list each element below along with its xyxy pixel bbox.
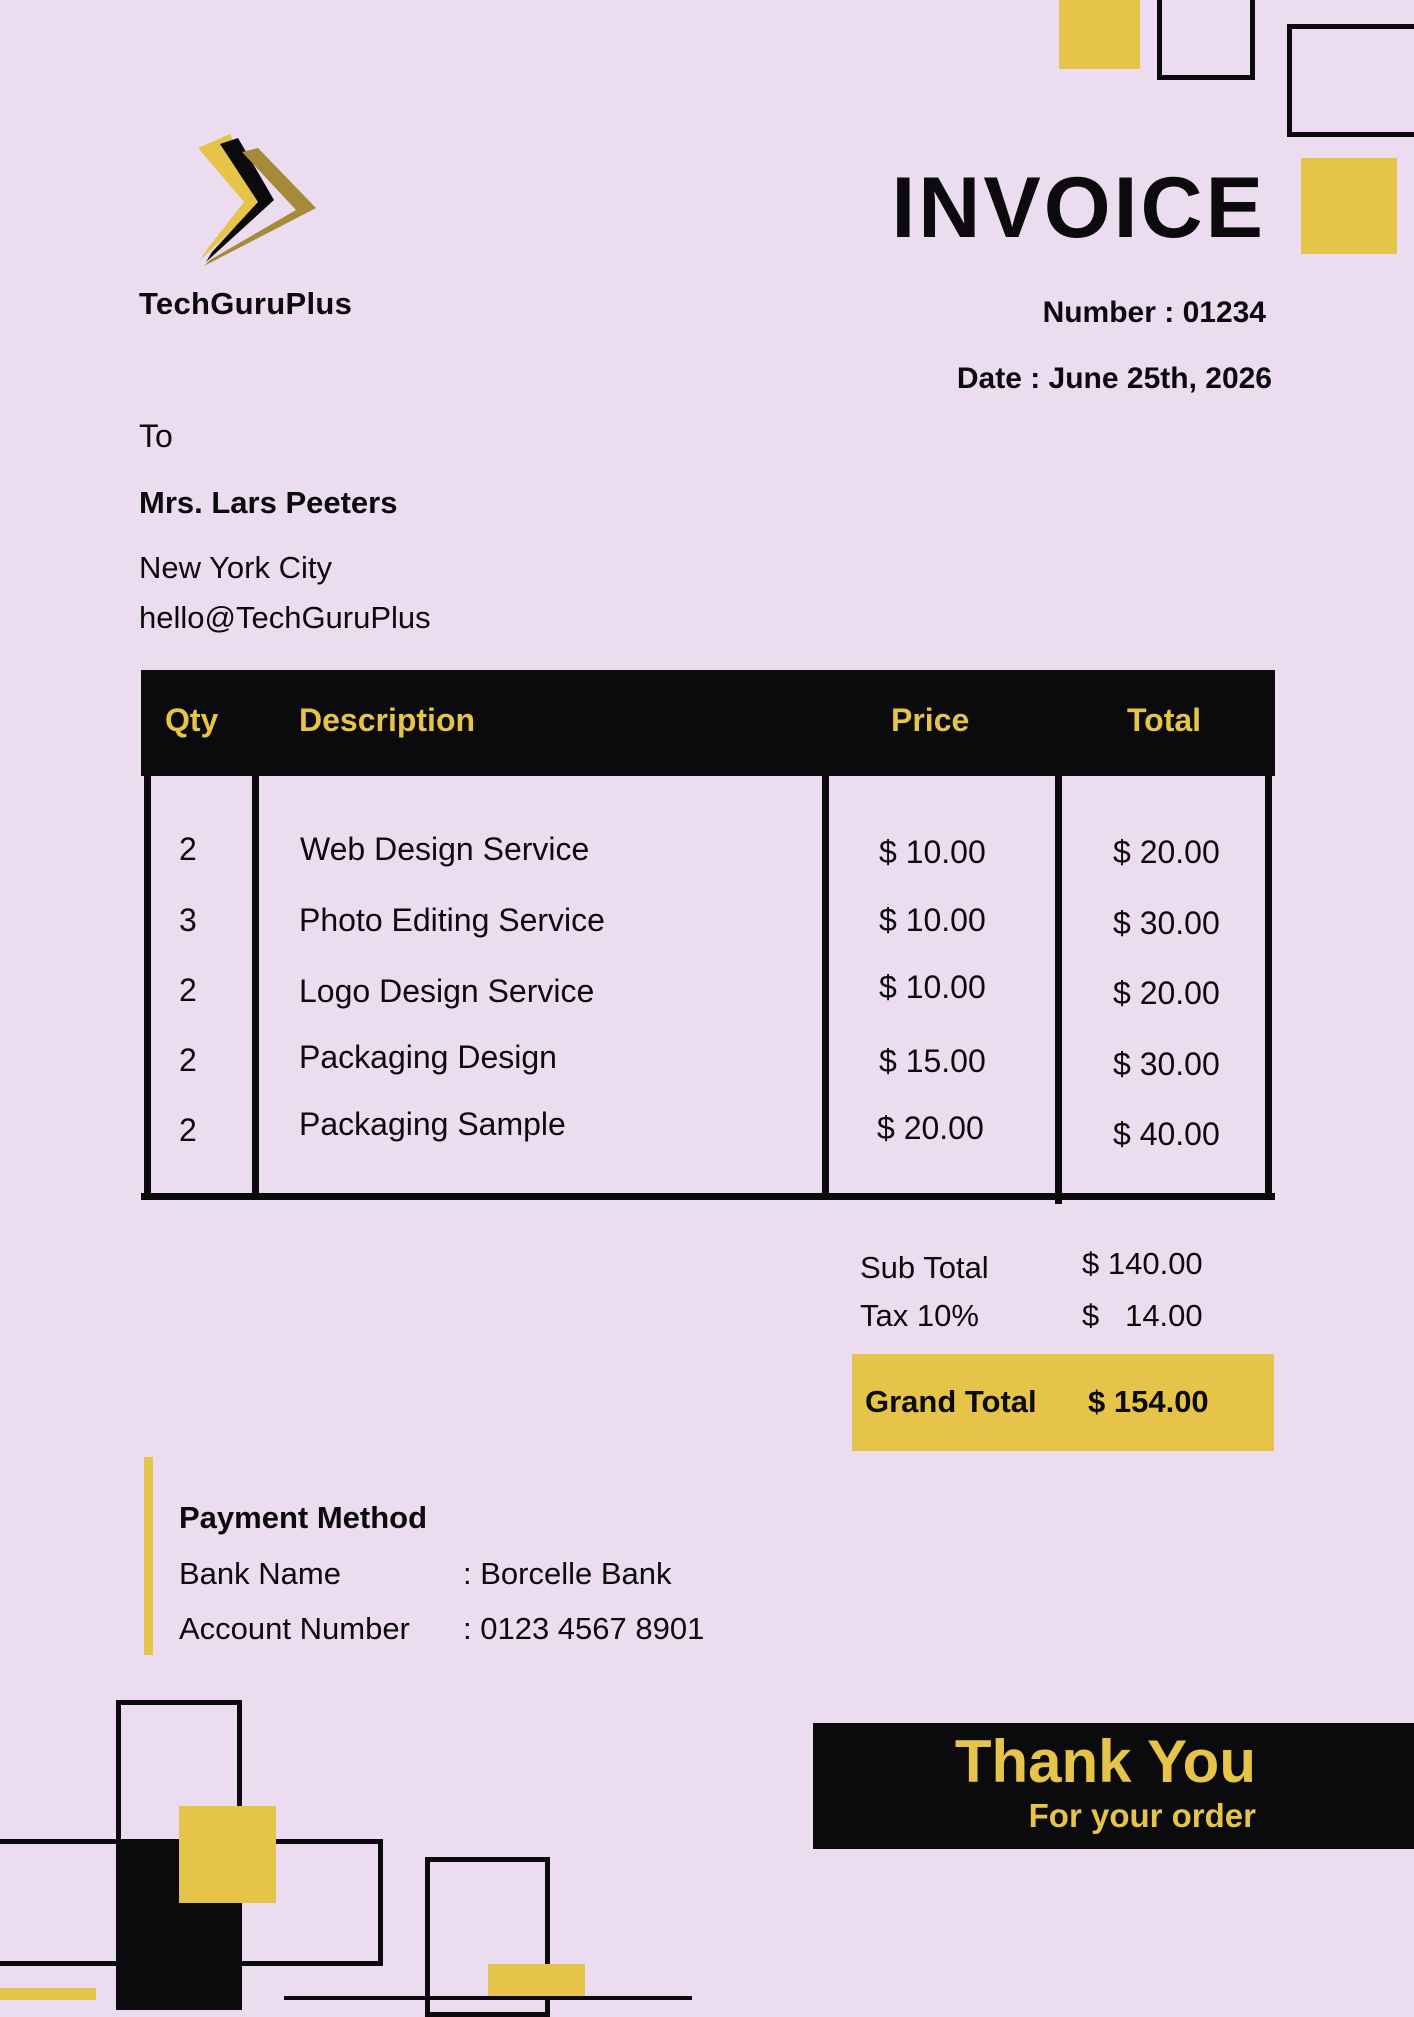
header-total: Total	[1127, 702, 1202, 738]
row-total: $ 20.00	[1113, 975, 1220, 1011]
subtotal-label: Sub Total	[860, 1250, 989, 1285]
account-number-value: : 0123 4567 8901	[463, 1611, 705, 1646]
header-price: Price	[891, 702, 970, 738]
row-total: $ 30.00	[1113, 1046, 1220, 1082]
row-description: Web Design Service	[300, 831, 590, 867]
decor-outline-rect-right	[1287, 24, 1414, 137]
invoice-title: INVOICE	[891, 160, 1266, 256]
tax-value: $ 14.00	[1082, 1298, 1203, 1333]
invoice-date: Date : June 25th, 2026	[956, 362, 1272, 395]
row-description: Logo Design Service	[299, 973, 595, 1009]
row-price: $ 10.00	[879, 969, 986, 1005]
layered-chevron-logo-icon	[190, 130, 330, 270]
recipient-city: New York City	[139, 550, 332, 585]
row-total: $ 30.00	[1113, 905, 1220, 941]
row-qty: 2	[179, 831, 197, 867]
table-divider-qty	[252, 770, 259, 1198]
subtotal-value: $ 140.00	[1082, 1246, 1203, 1281]
grand-total-value: $ 154.00	[1088, 1384, 1209, 1419]
account-number-label: Account Number	[179, 1611, 410, 1646]
row-description: Photo Editing Service	[299, 902, 605, 938]
row-qty: 3	[179, 902, 197, 938]
bank-name-label: Bank Name	[179, 1556, 341, 1591]
thank-you-subtitle: For your order	[1028, 1797, 1256, 1834]
row-price: $ 20.00	[877, 1110, 984, 1146]
thank-you-banner	[813, 1723, 1414, 1849]
header-description: Description	[299, 702, 476, 738]
recipient-label: To	[139, 418, 173, 454]
recipient-name: Mrs. Lars Peeters	[139, 485, 398, 520]
bank-name-value: : Borcelle Bank	[463, 1556, 672, 1591]
payment-title: Payment Method	[179, 1500, 428, 1535]
row-price: $ 15.00	[879, 1043, 986, 1079]
items-table	[141, 670, 1275, 1202]
grand-total-box	[852, 1354, 1274, 1451]
row-qty: 2	[179, 972, 197, 1008]
row-description: Packaging Sample	[299, 1106, 566, 1142]
tax-label: Tax 10%	[860, 1298, 979, 1333]
header-qty: Qty	[165, 702, 219, 738]
recipient-email: hello@TechGuruPlus	[139, 600, 431, 635]
decor-yellow-square-right	[1301, 158, 1397, 254]
row-total: $ 40.00	[1113, 1116, 1220, 1152]
decor-yellow-strip-left	[0, 1988, 96, 2000]
row-total: $ 20.00	[1113, 834, 1220, 870]
table-border-right	[1265, 770, 1272, 1198]
payment-accent-bar	[144, 1457, 153, 1655]
row-description: Packaging Design	[299, 1039, 557, 1075]
table-divider-price	[1055, 770, 1062, 1204]
thank-you-title: Thank You	[954, 1728, 1256, 1795]
decor-yellow-square-bottom	[179, 1806, 276, 1903]
decor-yellow-square-top	[1059, 0, 1140, 69]
company-name: TechGuruPlus	[139, 286, 353, 321]
decor-outline-square-top	[1157, 0, 1255, 80]
row-price: $ 10.00	[879, 834, 986, 870]
table-border-left	[144, 770, 151, 1198]
row-qty: 2	[179, 1112, 197, 1148]
table-divider-desc	[822, 770, 829, 1198]
invoice-number: Number : 01234	[1042, 296, 1266, 329]
row-price: $ 10.00	[879, 902, 986, 938]
row-qty: 2	[179, 1042, 197, 1078]
grand-total-label: Grand Total	[865, 1384, 1037, 1419]
decor-line-bottom	[284, 1996, 692, 2000]
table-border-bottom	[141, 1193, 1275, 1200]
decor-yellow-strip-bottom	[488, 1964, 585, 2000]
